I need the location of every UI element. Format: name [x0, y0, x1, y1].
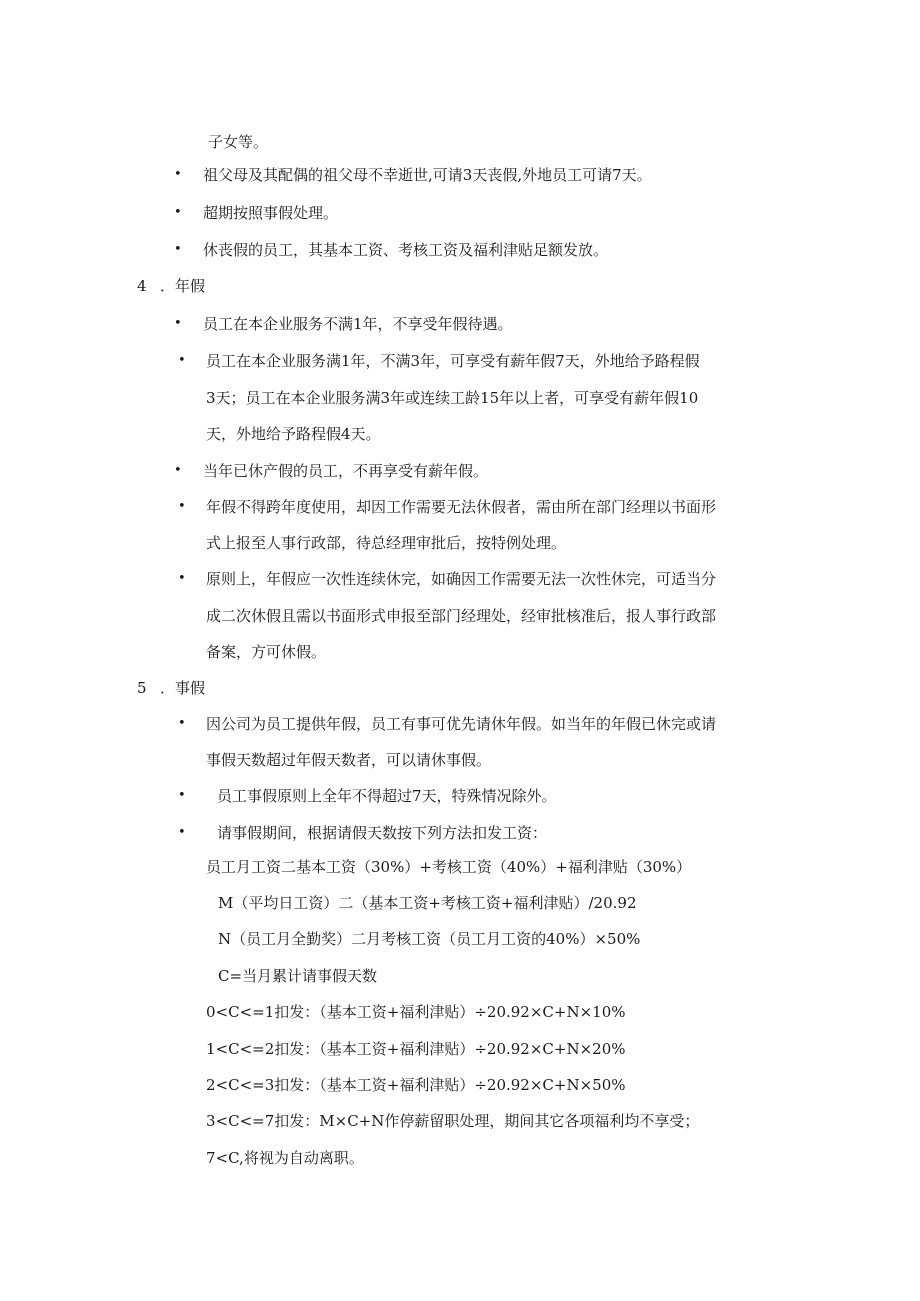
bullet-icon: • [178, 788, 186, 803]
formula-line: 7<C,将视为自动离职。 [206, 1149, 364, 1167]
bullet-icon: • [174, 316, 182, 331]
list-item-continuation: 事假天数超过年假天数者，可以请休事假。 [206, 751, 492, 769]
section-heading: ．年假 [160, 277, 206, 295]
list-item-continuation: 备案，方可休假。 [206, 643, 327, 661]
bullet-icon: • [174, 205, 182, 220]
section-number: 5 [137, 679, 147, 697]
formula-line: N（员工月全勤奖）二月考核工资（员工月工资的40%）×50% [218, 930, 641, 948]
list-item-continuation: 天，外地给予路程假4天。 [206, 425, 381, 443]
list-item: 因公司为员工提供年假，员工有事可优先请休年假。如当年的年假已休完或请 [206, 715, 717, 733]
bullet-icon: • [178, 716, 186, 731]
formula-line: M（平均日工资）二（基本工资+考核工资+福利津贴）/20.92 [218, 894, 637, 912]
list-item: 员工在本企业服务不满1年，不享受年假待遇。 [203, 315, 513, 333]
bullet-icon: • [178, 825, 186, 840]
formula-line: C=当月累计请事假天数 [218, 967, 378, 985]
list-item: 超期按照事假处理。 [203, 204, 339, 222]
bullet-icon: • [178, 499, 186, 514]
list-item-continuation: 成二次休假且需以书面形式申报至部门经理处，经审批核准后，报人事行政部 [206, 607, 717, 625]
section-number: 4 [137, 277, 147, 295]
bullet-icon: • [178, 353, 186, 368]
bullet-icon: • [174, 167, 182, 182]
continuation-text: 子女等。 [208, 133, 269, 151]
list-item: 年假不得跨年度使用，却因工作需要无法休假者，需由所在部门经理以书面形 [206, 498, 717, 516]
formula-line: 员工月工资二基本工资（30%）+考核工资（40%）+福利津贴（30%） [206, 858, 692, 876]
bullet-icon: • [178, 571, 186, 586]
formula-line: 1<C<=2扣发：（基本工资+福利津贴）÷20.92×C+N×20% [206, 1040, 626, 1058]
section-heading: ．事假 [160, 679, 206, 697]
formula-line: 2<C<=3扣发：（基本工资+福利津贴）÷20.92×C+N×50% [206, 1076, 626, 1094]
list-item: 休丧假的员工，其基本工资、考核工资及福利津贴足额发放。 [203, 241, 609, 259]
bullet-icon: • [174, 463, 182, 478]
list-item-continuation: 式上报至人事行政部，待总经理审批后，按特例处理。 [206, 534, 567, 552]
list-item: 祖父母及其配偶的祖父母不幸逝世,可请3天丧假,外地员工可请7天。 [203, 166, 652, 184]
list-item: 原则上，年假应一次性连续休完，如确因工作需要无法一次性休完，可适当分 [206, 570, 717, 588]
list-item-continuation: 3天；员工在本企业服务满3年或连续工龄15年以上者，可享受有薪年假10 [206, 389, 699, 407]
list-item: 员工事假原则上全年不得超过7天，特殊情况除外。 [217, 787, 557, 805]
formula-line: 0<C<=1扣发：（基本工资+福利津贴）÷20.92×C+N×10% [206, 1003, 626, 1021]
list-item: 员工在本企业服务满1年，不满3年，可享受有薪年假7天，外地给予路程假 [206, 352, 700, 370]
formula-line: 3<C<=7扣发：M×C+N作停薪留职处理，期间其它各项福利均不享受； [206, 1112, 700, 1130]
list-item: 当年已休产假的员工，不再享受有薪年假。 [203, 462, 489, 480]
list-item: 请事假期间，根据请假天数按下列方法扣发工资： [217, 824, 548, 842]
bullet-icon: • [174, 242, 182, 257]
